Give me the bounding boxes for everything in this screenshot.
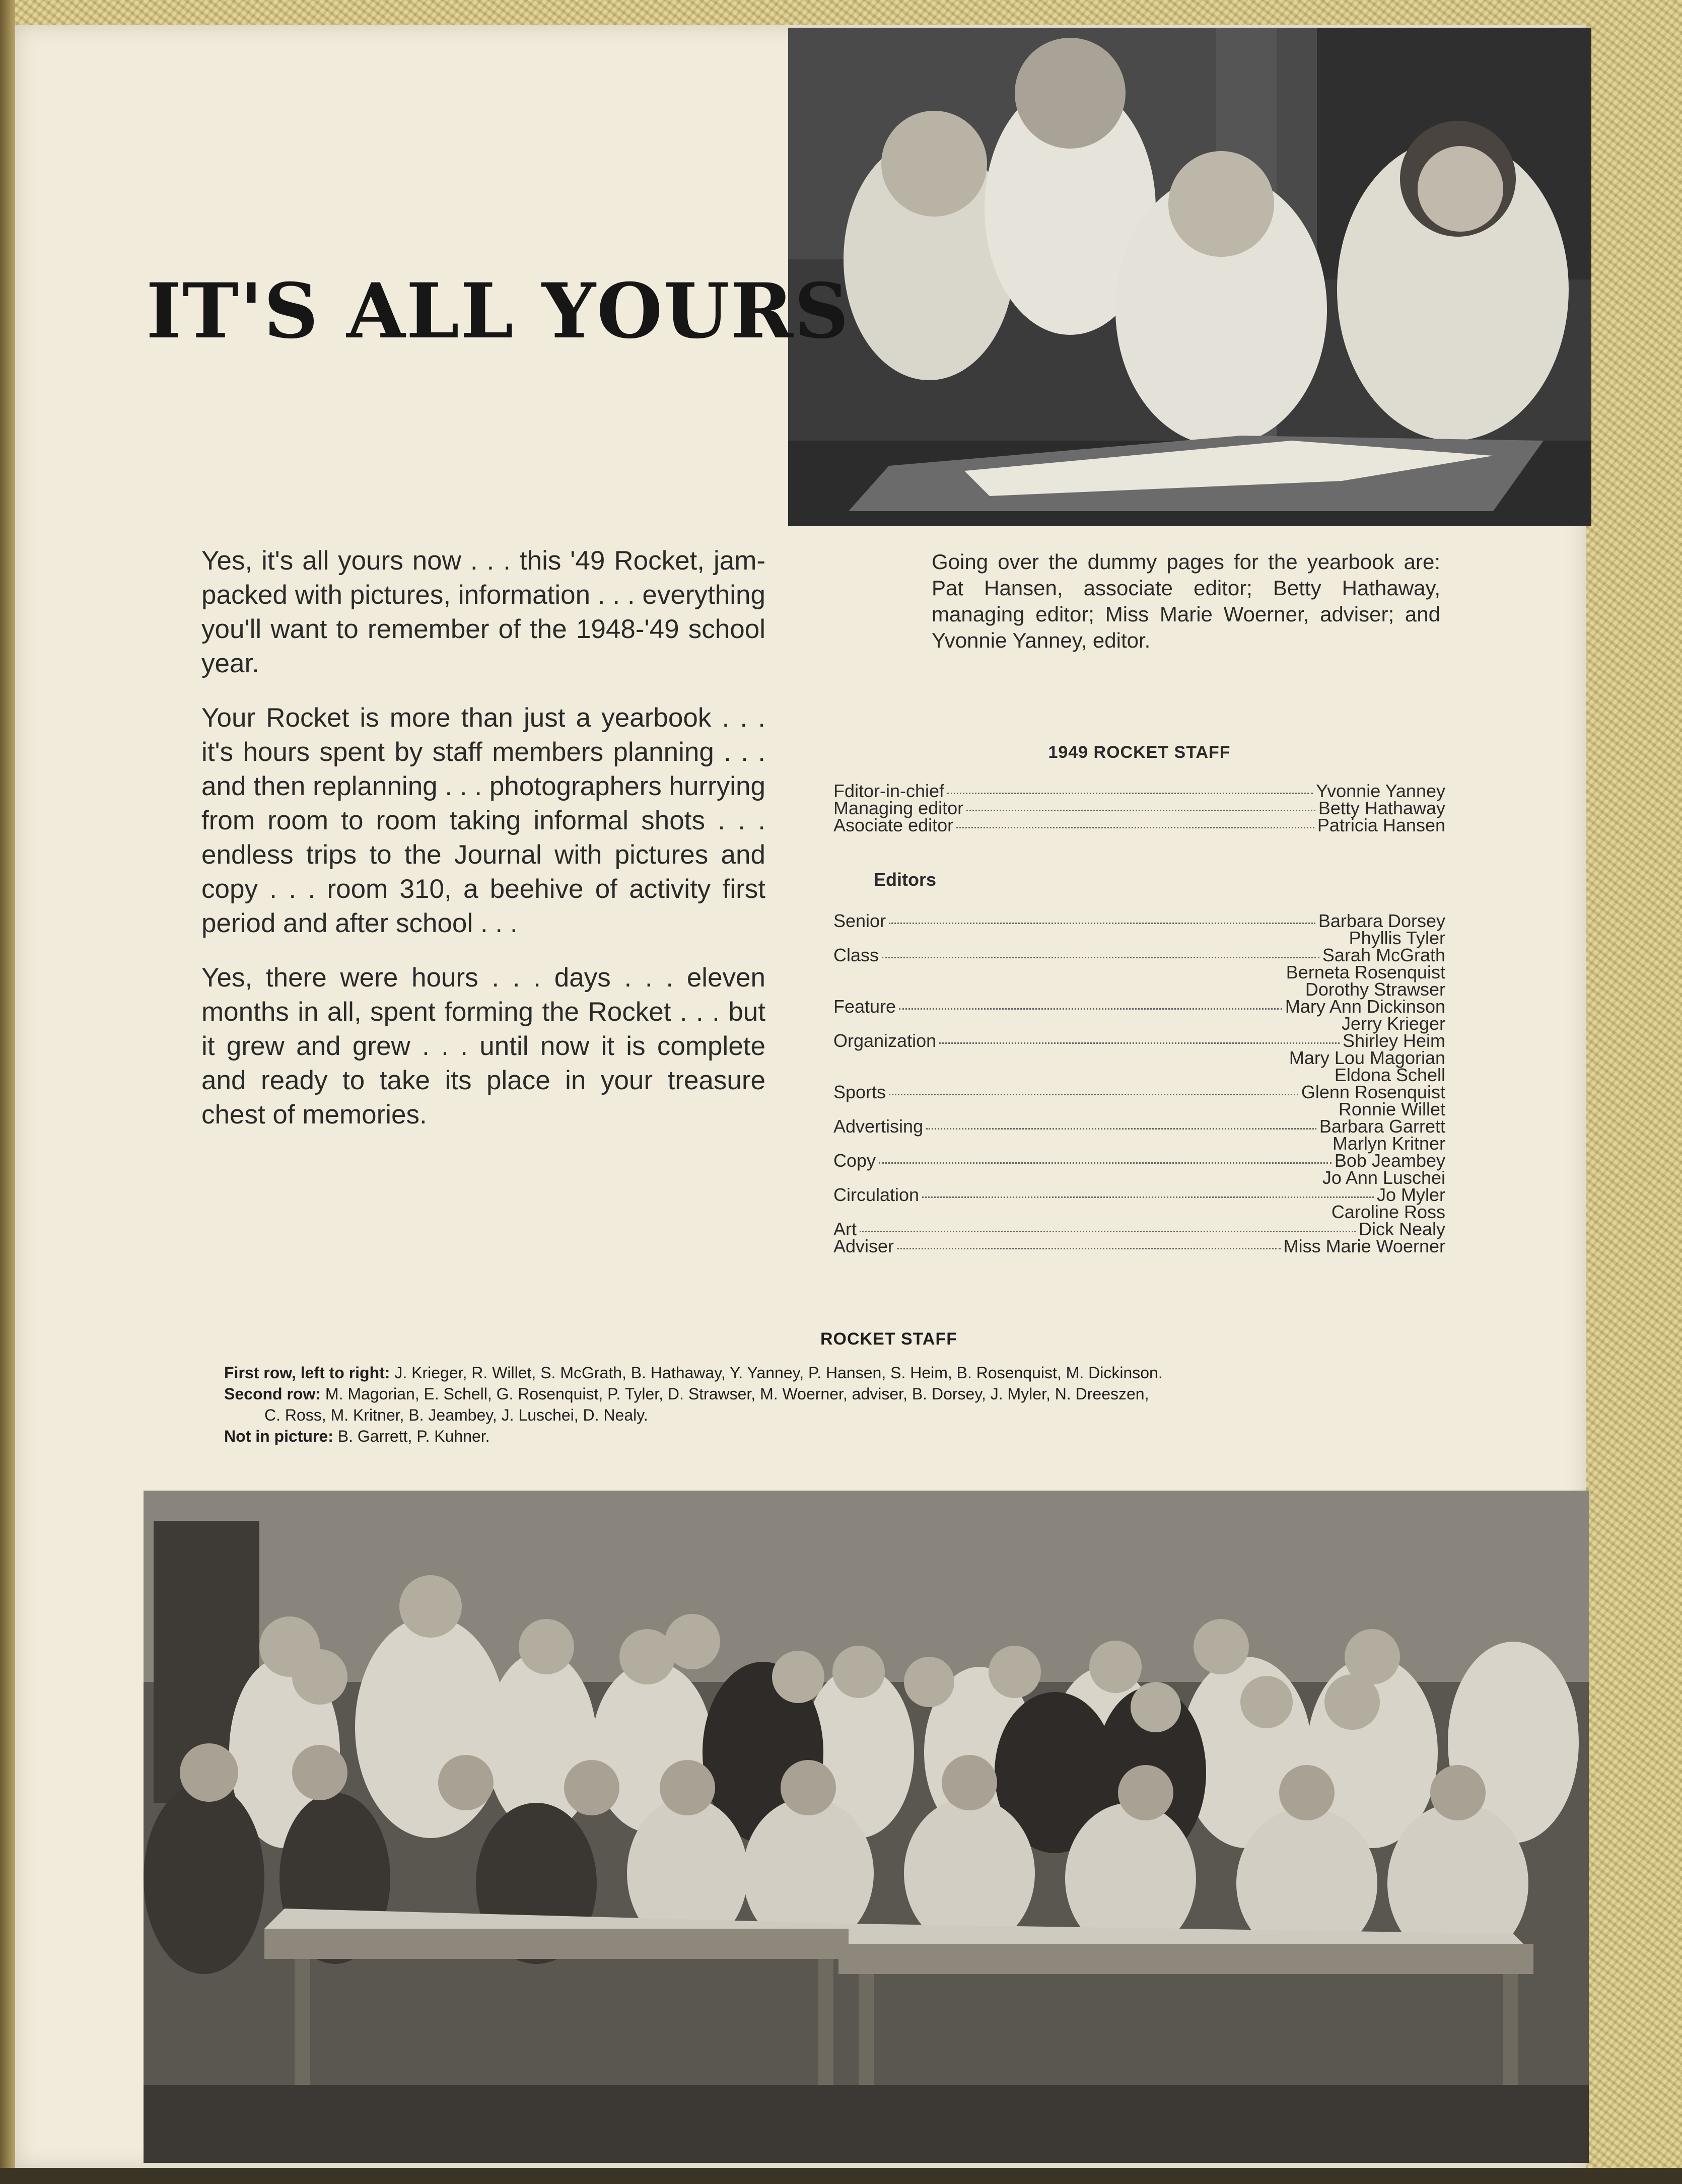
staff-name: Mary Ann Dickinson <box>1285 996 1445 1017</box>
staff-row <box>833 1101 1445 1118</box>
caption-not-in-picture <box>224 1426 1513 1447</box>
staff-row <box>833 817 1445 834</box>
staff-row <box>833 1169 1445 1186</box>
staff-role: Fditor-in-chief <box>833 781 945 801</box>
staff-name: Jo Ann Luschei <box>1322 1167 1445 1188</box>
staff-row <box>833 1221 1445 1238</box>
staff-row <box>833 1084 1445 1101</box>
staff-roster-title: 1949 ROCKET STAFF <box>1048 743 1231 762</box>
staff-name: Glenn Rosenquist <box>1301 1082 1445 1102</box>
intro-paragraph: Yes, it's all yours now . . . this '49 Rocket, jam-packed with pictures, information . . . everything you'll want to remember of the 1948-'49 school year. <box>201 546 765 678</box>
staff-role: Organization <box>833 1030 937 1051</box>
staff-name: Miss Marie Woerner <box>1283 1236 1445 1256</box>
staff-row <box>833 930 1445 947</box>
caption-label: Second row: <box>224 1385 321 1403</box>
staff-name: Mary Lou Magorian <box>1289 1047 1445 1068</box>
staff-role: Advertising <box>833 1116 924 1137</box>
group-photo-caption <box>224 1329 1513 1447</box>
staff-name: Betty Hathaway <box>1318 798 1445 818</box>
staff-row <box>833 1032 1445 1049</box>
staff-role: Class <box>833 945 879 965</box>
staff-role: Sports <box>833 1082 886 1102</box>
caption-names: J. Krieger, R. Willet, S. McGrath, B. Hathaway, Y. Yanney, P. Hansen, S. Heim, B. Rosenquist, M. Dickinson. <box>394 1364 1163 1382</box>
staff-name: Barbara Garrett <box>1319 1116 1445 1137</box>
page-headline: IT'S ALL YOURS <box>146 267 850 356</box>
page-bottom-edge <box>0 2168 1682 2184</box>
staff-name: Shirley Heim <box>1342 1030 1445 1051</box>
group-photo-title: ROCKET STAFF <box>820 1329 957 1349</box>
staff-name: Ronnie Willet <box>1338 1099 1445 1119</box>
staff-name: Jo Myler <box>1376 1184 1445 1205</box>
staff-name: Sarah McGrath <box>1322 945 1445 965</box>
book-spine <box>0 0 15 2184</box>
staff-name: Barbara Dorsey <box>1318 910 1445 931</box>
staff-name: Jerry Krieger <box>1341 1013 1445 1034</box>
staff-row <box>833 1238 1445 1255</box>
staff-name: Yvonnie Yanney <box>1316 781 1445 801</box>
top-photo-editors <box>788 28 1591 526</box>
staff-name: Dorothy Strawser <box>1305 979 1445 1000</box>
staff-role: Copy <box>833 1150 876 1171</box>
staff-row <box>833 1049 1445 1067</box>
caption-label: First row, left to right: <box>224 1364 390 1382</box>
staff-row <box>833 1152 1445 1169</box>
intro-paragraph: Yes, there were hours . . . days . . . eleven months in all, spent forming the Rocket . . . but it grew and grew . . . until now it is complete and ready to take its place in your treasure chest of memories. <box>201 963 765 1130</box>
staff-row <box>833 912 1445 930</box>
staff-role: Adviser <box>833 1236 894 1256</box>
group-photo-rocket-staff <box>144 1491 1589 2163</box>
staff-name: Phyllis Tyler <box>1349 928 1445 948</box>
staff-row <box>833 1204 1445 1221</box>
editors-heading: Editors <box>874 869 937 890</box>
caption-second-row <box>224 1383 1513 1404</box>
caption-label: Not in picture: <box>224 1427 333 1445</box>
intro-text <box>201 544 765 1152</box>
staff-role: Managing editor <box>833 798 964 818</box>
staff-name: Dick Nealy <box>1358 1219 1445 1239</box>
staff-row <box>833 1015 1445 1032</box>
staff-role: Feature <box>833 996 896 1017</box>
caption-names: B. Garrett, P. Kuhner. <box>337 1427 490 1445</box>
staff-role: Senior <box>833 910 886 931</box>
intro-paragraph: Your Rocket is more than just a yearbook . . . it's hours spent by staff members planning . . . and then replanning . . . photographers hurrying from room to room taking informal shots . . . endless trips to the Journal with pictures and copy . . . room 310, a beehive of activity first period and after school . . . <box>201 703 765 938</box>
staff-role: Circulation <box>833 1184 920 1205</box>
staff-row <box>833 947 1445 964</box>
staff-row <box>833 800 1445 817</box>
staff-name: Caroline Ross <box>1331 1202 1445 1222</box>
staff-name: Patricia Hansen <box>1317 815 1445 835</box>
staff-role: Asociate editor <box>833 815 954 835</box>
staff-name: Eldona Schell <box>1334 1065 1445 1085</box>
staff-name: Berneta Rosenquist <box>1286 962 1445 982</box>
staff-row <box>833 998 1445 1015</box>
staff-role: Art <box>833 1219 857 1239</box>
staff-row <box>833 1118 1445 1135</box>
staff-roster <box>833 743 1445 1255</box>
staff-row <box>833 1135 1445 1152</box>
caption-names: M. Magorian, E. Schell, G. Rosenquist, P. Tyler, D. Strawser, M. Woerner, adviser, B. Dorsey, J. Myler, N. Dreeszen, <box>325 1385 1149 1403</box>
caption-first-row <box>224 1362 1513 1383</box>
staff-row <box>833 964 1445 981</box>
staff-name: Marlyn Kritner <box>1332 1133 1445 1154</box>
staff-row <box>833 981 1445 998</box>
caption-second-row-cont <box>224 1404 1513 1426</box>
staff-row <box>833 1186 1445 1204</box>
top-photo-caption: Going over the dummy pages for the yearbook are: Pat Hansen, associate editor; Betty Hathaway, managing editor; Miss Marie Woerner, adviser; and Yvonnie Yanney, editor. <box>932 550 1440 652</box>
caption-names: C. Ross, M. Kritner, B. Jeambey, J. Luschei, D. Nealy. <box>264 1406 648 1424</box>
staff-row <box>833 1067 1445 1084</box>
staff-name: Bob Jeambey <box>1334 1150 1445 1171</box>
staff-row <box>833 783 1445 800</box>
